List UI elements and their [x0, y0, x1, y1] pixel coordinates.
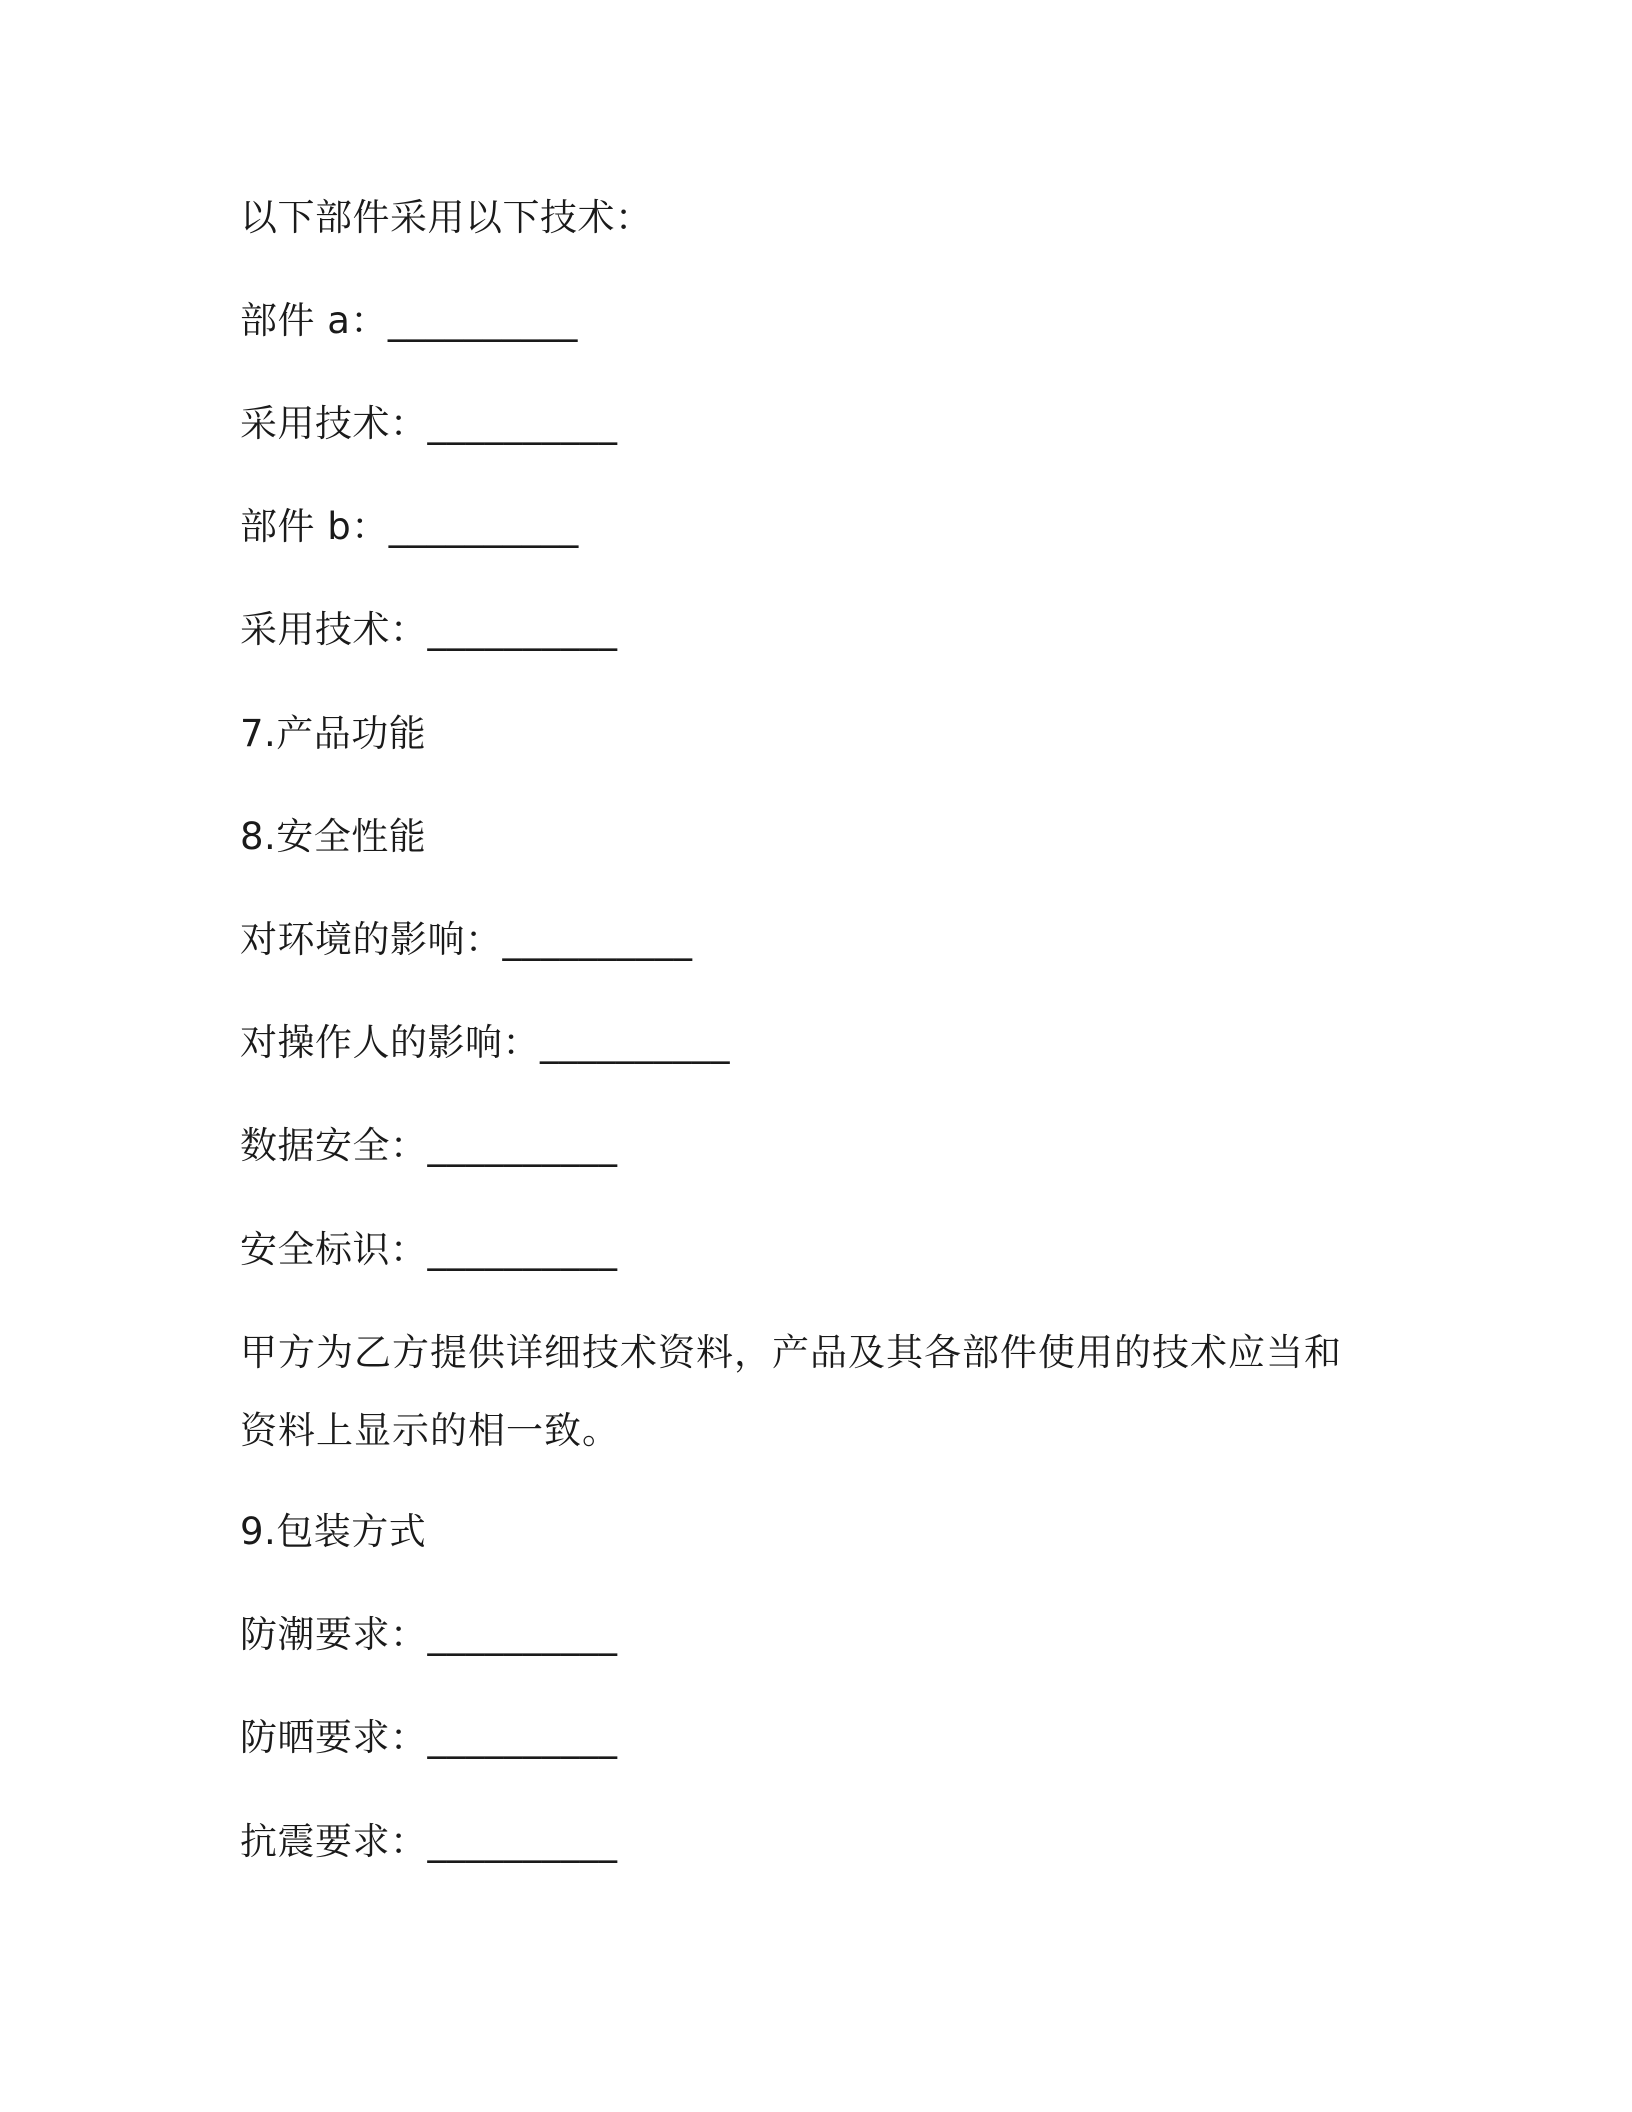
shock-requirement-line: 抗震要求：__________	[240, 1820, 618, 1863]
moisture-requirement-line: 防潮要求：__________	[240, 1613, 618, 1656]
data-security-line: 数据安全：__________	[240, 1124, 618, 1167]
section-7-heading: 7.产品功能	[240, 712, 427, 755]
sun-requirement-line: 防晒要求：__________	[240, 1716, 618, 1759]
section-8-heading: 8.安全性能	[240, 815, 427, 858]
technical-data-paragraph: 甲方为乙方提供详细技术资料，产品及其各部件使用的技术应当和资料上显示的相一致。	[240, 1331, 1342, 1452]
section-9-heading: 9.包装方式	[240, 1510, 427, 1553]
safety-marking-line: 安全标识：__________	[240, 1228, 618, 1271]
component-a-line: 部件 a：__________	[240, 299, 578, 342]
technology-a-line: 采用技术：__________	[240, 402, 618, 445]
technology-b-line: 采用技术：__________	[240, 608, 618, 651]
operator-impact-line: 对操作人的影响：__________	[240, 1021, 730, 1064]
environment-impact-line: 对环境的影响：__________	[240, 918, 693, 961]
intro-line: 以下部件采用以下技术：	[240, 196, 653, 239]
component-b-line: 部件 b：__________	[240, 505, 579, 548]
